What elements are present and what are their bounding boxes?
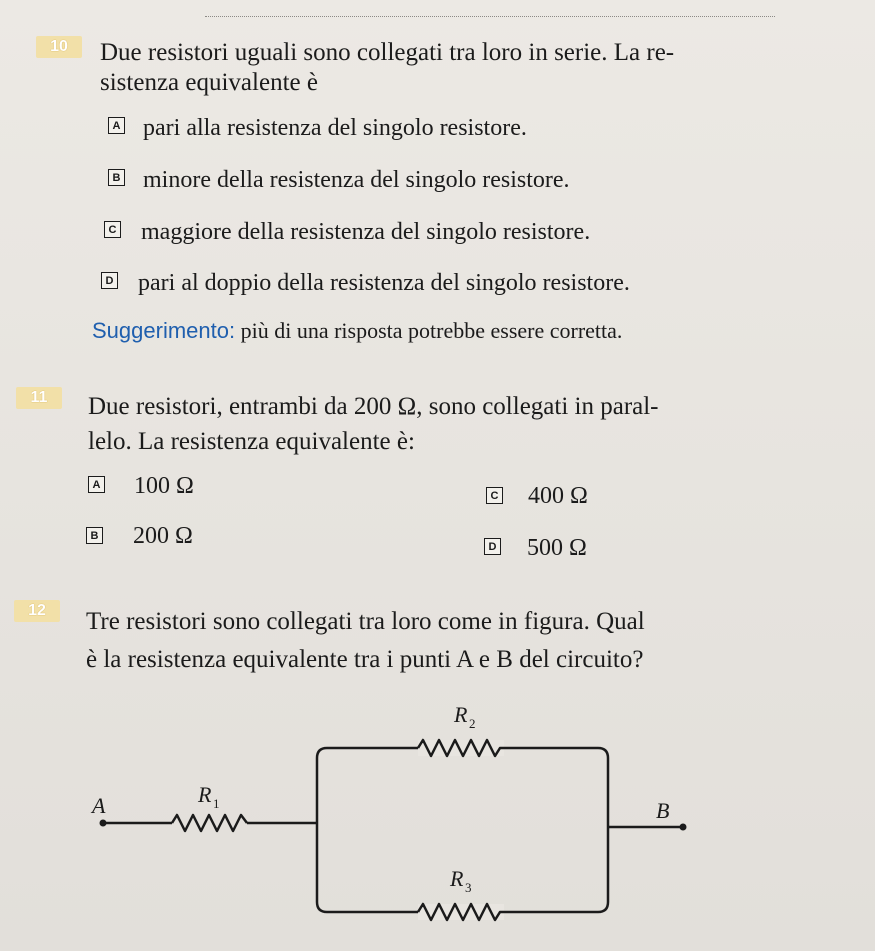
label-r1-sub: 1 bbox=[213, 796, 220, 811]
q11-option-d-text: 500 Ω bbox=[527, 535, 587, 561]
q10-option-d-text: pari al doppio della resistenza del singolo resistore. bbox=[138, 270, 630, 296]
q11-option-c-text: 400 Ω bbox=[528, 483, 588, 509]
circuit-diagram bbox=[0, 690, 875, 930]
node-b-dot bbox=[680, 824, 687, 831]
hint-label: Suggerimento: bbox=[92, 318, 236, 343]
question-12-number: 12 bbox=[14, 600, 60, 622]
question-11-line-2: lelo. La resistenza equivalente è: bbox=[88, 428, 415, 455]
label-a: A bbox=[92, 793, 106, 818]
q11-option-b-box[interactable]: B bbox=[86, 527, 103, 544]
question-10-line-2: sistenza equivalente è bbox=[100, 69, 318, 96]
label-b: B bbox=[656, 798, 670, 823]
hint-text: più di una risposta potrebbe essere corretta. bbox=[235, 318, 623, 343]
label-r2: R bbox=[454, 702, 468, 727]
resistor-r1 bbox=[172, 815, 247, 831]
q11-option-c-box[interactable]: C bbox=[486, 487, 503, 504]
q10-hint bbox=[92, 318, 622, 344]
question-11-number: 11 bbox=[16, 387, 62, 409]
q10-option-c-text: maggiore della resistenza del singolo resistore. bbox=[141, 219, 591, 245]
q11-option-a-text: 100 Ω bbox=[134, 473, 194, 499]
label-r1: R bbox=[198, 782, 212, 807]
q11-option-a-box[interactable]: A bbox=[88, 476, 105, 493]
question-12-line-2: è la resistenza equivalente tra i punti A e B del circuito? bbox=[86, 646, 644, 673]
label-r3: R bbox=[450, 866, 464, 891]
q10-option-d-box[interactable]: D bbox=[101, 272, 118, 289]
q10-option-c-box[interactable]: C bbox=[104, 221, 121, 238]
question-10-line-1: Due resistori uguali sono collegati tra loro in serie. La re- bbox=[100, 39, 675, 66]
q10-option-b-text: minore della resistenza del singolo resistore. bbox=[143, 167, 570, 193]
top-dotted-rule bbox=[205, 16, 775, 17]
question-11-line-1: Due resistori, entrambi da 200 Ω, sono collegati in paral- bbox=[88, 393, 659, 420]
label-r3-sub: 3 bbox=[465, 880, 472, 895]
q11-option-b-text: 200 Ω bbox=[133, 523, 193, 549]
question-12-line-1: Tre resistori sono collegati tra loro come in figura. Qual bbox=[86, 608, 645, 635]
q10-option-a-text: pari alla resistenza del singolo resistore. bbox=[143, 115, 527, 141]
question-10-number: 10 bbox=[36, 36, 82, 58]
q10-option-a-box[interactable]: A bbox=[108, 117, 125, 134]
q10-option-b-box[interactable]: B bbox=[108, 169, 125, 186]
label-r2-sub: 2 bbox=[469, 716, 476, 731]
q11-option-d-box[interactable]: D bbox=[484, 538, 501, 555]
